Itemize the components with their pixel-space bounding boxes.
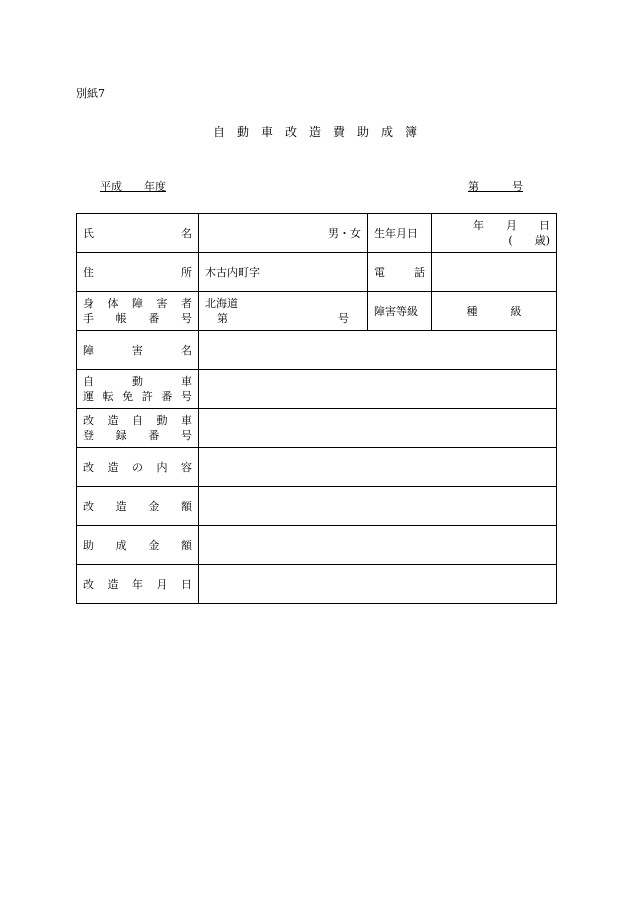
label-char: 害 (132, 344, 143, 357)
label-char: 動 (156, 414, 168, 427)
content-row (77, 448, 557, 487)
amount-field[interactable] (199, 487, 557, 526)
label-char: 額 (180, 539, 192, 552)
vehicle-field[interactable] (199, 409, 557, 448)
label-char: 日 (181, 578, 192, 591)
license-row (77, 370, 557, 409)
label-char: 害 (156, 297, 168, 310)
disability-label (77, 331, 199, 370)
label-char: 転 (102, 390, 114, 403)
fiscal-year-field: 平成 年度 (100, 180, 166, 193)
label-char: 障 (132, 297, 143, 310)
date-row (77, 565, 557, 604)
label-char: 番 (148, 312, 160, 325)
label-char: 話 (414, 266, 425, 279)
license-field[interactable] (199, 370, 557, 409)
label-char: 電 (374, 266, 385, 279)
label-char: 障 (83, 344, 94, 357)
label-char: 改 (83, 578, 94, 591)
grade-field[interactable]: 種 級 (432, 292, 557, 331)
content-field[interactable] (199, 448, 557, 487)
address-row (77, 253, 557, 292)
label-char: 金 (148, 500, 160, 513)
subsidy-label (77, 526, 199, 565)
label-char: 許 (141, 390, 153, 403)
label-char: 内 (156, 461, 168, 474)
address-label (77, 253, 199, 292)
age-line: ( 歳) (508, 234, 550, 247)
vehicle-row (77, 409, 557, 448)
label-char: 身 (83, 297, 94, 310)
label-char: 号 (180, 312, 192, 325)
subsidy-form-table (76, 213, 557, 604)
address-field[interactable]: 木古内町字 (199, 253, 368, 292)
disability-row (77, 331, 557, 370)
amount-label (77, 487, 199, 526)
distributed-label (83, 428, 192, 443)
label-char: 番 (148, 429, 160, 442)
label-char: 番 (161, 390, 173, 403)
name-label (77, 214, 199, 253)
birth-date-field[interactable] (432, 214, 557, 253)
subsidy-field[interactable] (199, 526, 557, 565)
distributed-label (83, 459, 192, 475)
label-char: 自 (132, 414, 143, 427)
name-row (77, 214, 557, 253)
label-char: 号 (180, 390, 192, 403)
distributed-label (83, 311, 192, 326)
distributed-label (83, 264, 192, 280)
label-char: 運 (83, 390, 94, 403)
label-char: 年 (132, 578, 143, 591)
label-char: 登 (83, 429, 94, 442)
label-char: の (132, 461, 143, 474)
label-char: 改 (83, 461, 94, 474)
distributed-label (83, 576, 192, 592)
label-char: 住 (83, 266, 94, 279)
distributed-label (83, 537, 192, 553)
label-char: 号 (180, 429, 192, 442)
label-char: 造 (107, 414, 119, 427)
handbook-prefecture: 北海道 (205, 297, 238, 310)
label-char: 免 (122, 390, 134, 403)
label-char: 額 (180, 500, 192, 513)
document-number-field: 第 号 (468, 180, 523, 193)
label-char: 造 (115, 500, 127, 513)
label-char: 改 (83, 414, 94, 427)
label-char: 録 (115, 429, 127, 442)
label-char: 成 (115, 539, 127, 552)
distributed-label (374, 264, 425, 280)
label-char: 所 (181, 266, 192, 279)
content-label (77, 448, 199, 487)
grade-label: 障害等級 (368, 292, 432, 331)
label-char: 改 (83, 500, 94, 513)
amount-row (77, 487, 557, 526)
label-char: 動 (132, 375, 143, 388)
label-char: 名 (181, 344, 192, 357)
distributed-label (83, 296, 192, 311)
distributed-label (83, 413, 192, 428)
label-char: 車 (181, 414, 192, 427)
birth-date-label: 生年月日 (368, 214, 432, 253)
disability-field[interactable] (199, 331, 557, 370)
handbook-label (77, 292, 199, 331)
phone-field[interactable] (432, 253, 557, 292)
handbook-row (77, 292, 557, 331)
label-char: 手 (83, 312, 94, 325)
distributed-label (83, 389, 192, 404)
date-label (77, 565, 199, 604)
label-char: 自 (83, 375, 94, 388)
label-char: 金 (148, 539, 160, 552)
label-char: 帳 (115, 312, 127, 325)
label-char: 助 (83, 539, 94, 552)
document-label: 別紙7 (76, 87, 105, 100)
distributed-label (83, 342, 192, 358)
distributed-label (83, 374, 192, 389)
label-char: 氏 (83, 227, 94, 240)
label-char: 体 (107, 297, 119, 310)
subsidy-row (77, 526, 557, 565)
phone-label (368, 253, 432, 292)
label-char: 造 (107, 461, 119, 474)
handbook-number: 第 号 (217, 312, 349, 325)
label-char: 容 (181, 461, 192, 474)
date-field[interactable] (199, 565, 557, 604)
label-char: 名 (181, 227, 192, 240)
gender-field[interactable]: 男・女 (199, 214, 368, 253)
label-char: 造 (107, 578, 119, 591)
license-label (77, 370, 199, 409)
document-title: 自動車改造費助成簿 (212, 125, 429, 139)
label-char: 車 (181, 375, 192, 388)
handbook-field[interactable] (199, 292, 368, 331)
distributed-label (83, 225, 192, 241)
distributed-label (83, 498, 192, 514)
label-char: 者 (181, 297, 192, 310)
birth-date-line: 年 月 日 (473, 219, 550, 232)
vehicle-label (77, 409, 199, 448)
label-char: 月 (156, 578, 168, 591)
